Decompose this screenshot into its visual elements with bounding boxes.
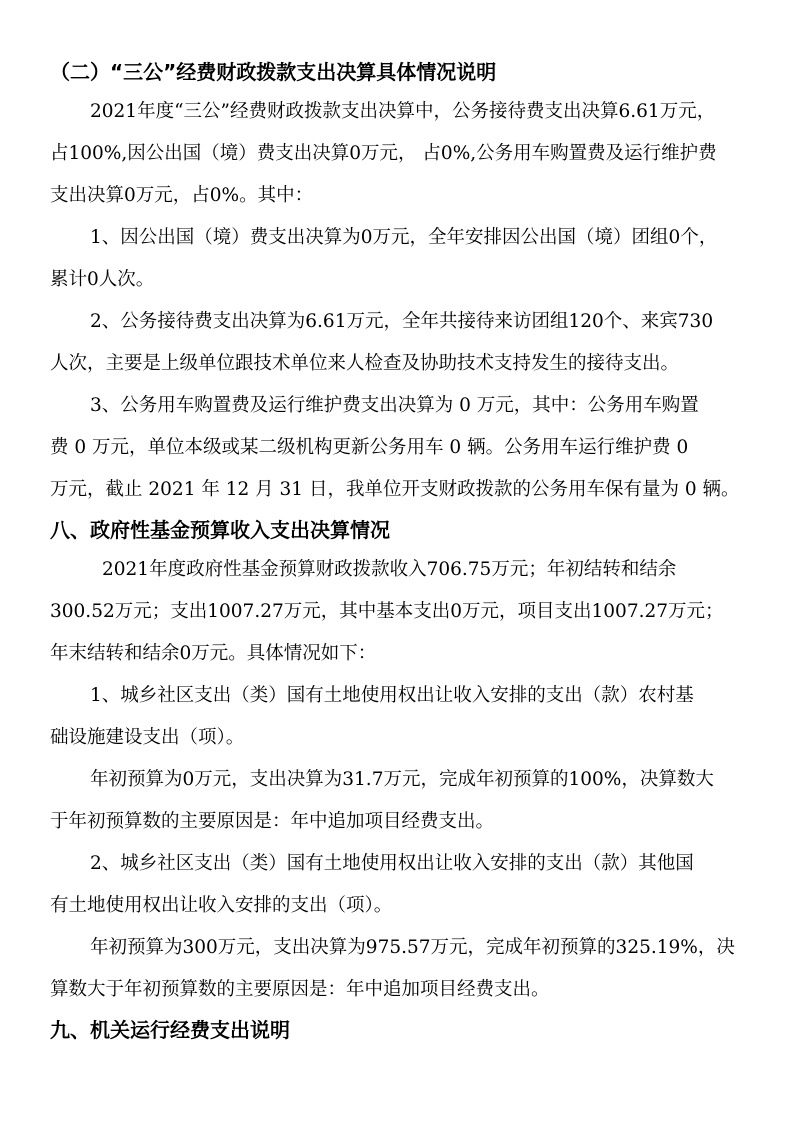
paragraph-line: 有土地使用权出让收入安排的支出（项）。 [50, 895, 393, 916]
paragraph-line: 支出决算0万元，占0%。其中： [50, 185, 314, 206]
paragraph-line: 年初预算为300万元，支出决算为975.57万元，完成年初预算的325.19%，决 [90, 937, 735, 958]
paragraph-line: 2021年度政府性基金预算财政拨款收入706.75万元；年初结转和结余 [102, 559, 677, 580]
paragraph-line: 3、公务用车购置费及运行维护费支出决算为 0 万元，其中：公务用车购置 [90, 395, 699, 416]
paragraph-line: 算数大于年初预算数的主要原因是：年中追加项目经费支出。 [50, 979, 550, 1000]
paragraph-line: 累计0人次。 [50, 269, 155, 290]
paragraph-line: 2、城乡社区支出（类）国有土地使用权出让收入安排的支出（款）其他国 [90, 853, 694, 874]
paragraph-line: 年末结转和结余0万元。具体情况如下： [50, 643, 377, 664]
paragraph-line: 础设施建设支出（项）。 [50, 727, 245, 748]
paragraph-line: 1、因公出国（境）费支出决算为0万元，全年安排因公出国（境）团组0个， [90, 227, 718, 248]
paragraph-line: 2021年度“三公”经费财政拨款支出决算中，公务接待费支出决算6.61万元， [90, 101, 716, 122]
paragraph-line: 人次，主要是上级单位跟技术单位来人检查及协助技术支持发生的接待支出。 [50, 353, 680, 374]
paragraph-line: 1、城乡社区支出（类）国有土地使用权出让收入安排的支出（款）农村基 [90, 685, 694, 706]
paragraph-line: 占100%,因公出国（境）费支出决算0万元， 占0%,公务用车购置费及运行维护费 [50, 143, 717, 164]
paragraph-line: 年初预算为0万元，支出决算为31.7万元，完成年初预算的100%，决算数大 [90, 769, 714, 790]
paragraph-line: 万元，截止 2021 年 12 月 31 日，我单位开支财政拨款的公务用车保有量为 0 辆。 [50, 479, 740, 500]
paragraph-line: 费 0 万元，单位本级或某二级机构更新公务用车 0 辆。公务用车运行维护费 0 [50, 437, 689, 458]
paragraph-line: 于年初预算数的主要原因是：年中追加项目经费支出。 [50, 811, 495, 832]
paragraph-line: 2、公务接待费支出决算为6.61万元，全年共接待来访团组120个、来宾730 [90, 311, 714, 332]
section-heading-government-fund: 八、政府性基金预算收入支出决算情况 [50, 518, 390, 542]
paragraph-line: 300.52万元；支出1007.27万元，其中基本支出0万元，项目支出1007.27万元； [50, 601, 724, 622]
section-heading-three-public-expenses: （二）“三公”经费财政拨款支出决算具体情况说明 [50, 60, 497, 84]
section-heading-office-operation: 九、机关运行经费支出说明 [50, 1018, 290, 1042]
